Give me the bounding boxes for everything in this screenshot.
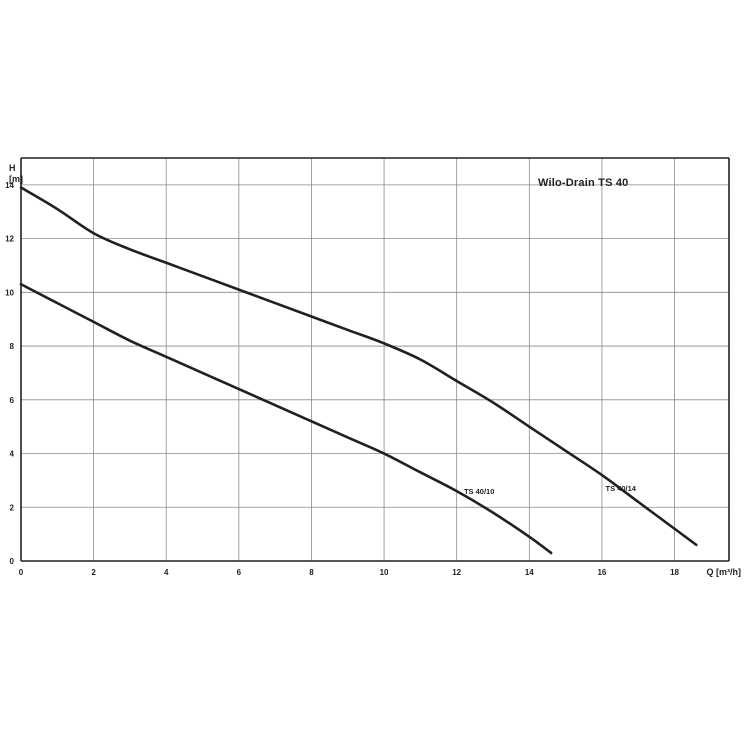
x-tick-label: 0 xyxy=(18,568,24,577)
y-tick-label: 8 xyxy=(9,342,14,352)
y-tick-label: 12 xyxy=(5,234,14,244)
series-label: TS 40/14 xyxy=(605,484,636,494)
x-tick-label: 4 xyxy=(164,568,169,577)
chart-title: Wilo-Drain TS 40 xyxy=(538,177,629,189)
x-tick-label: 18 xyxy=(670,568,679,577)
y-tick-label: 0 xyxy=(9,557,14,566)
x-axis-label: Q [m³/h] xyxy=(706,567,741,577)
y-tick-label: 14 xyxy=(5,180,14,190)
y-axis-label-symbol: H xyxy=(9,163,16,173)
y-tick-label: 10 xyxy=(5,288,14,298)
series-label: TS 40/10 xyxy=(463,486,495,496)
x-tick-label: 2 xyxy=(91,568,96,577)
x-tick-label: 10 xyxy=(379,568,389,577)
x-tick-label: 6 xyxy=(236,568,242,577)
x-tick-label: 12 xyxy=(452,568,462,577)
y-tick-label: 4 xyxy=(9,449,14,459)
x-tick-label: 14 xyxy=(524,568,534,577)
y-axis-label-unit: [m] xyxy=(9,174,23,184)
x-tick-label: 8 xyxy=(309,568,314,577)
y-tick-label: 2 xyxy=(9,503,14,513)
x-tick-label: 16 xyxy=(597,568,607,577)
y-tick-label: 6 xyxy=(9,395,14,405)
